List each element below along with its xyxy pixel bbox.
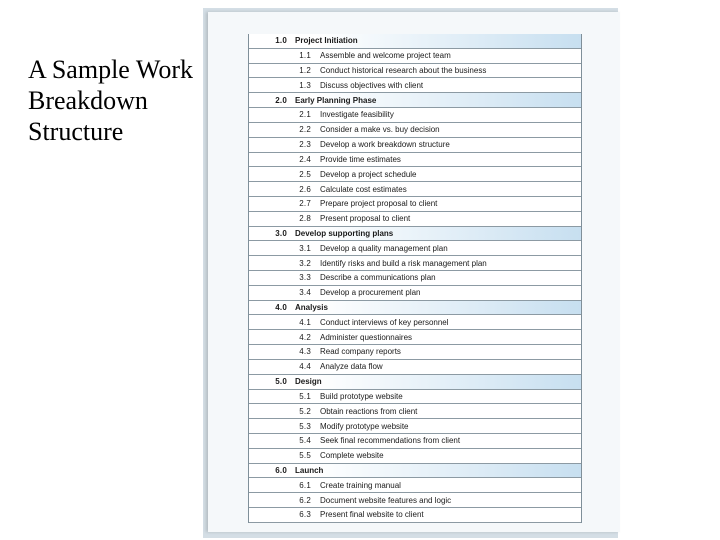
wbs-task-row bbox=[249, 138, 581, 153]
wbs-label: Launch bbox=[295, 465, 324, 475]
wbs-number: 2.8 bbox=[299, 214, 311, 224]
wbs-number: 1.3 bbox=[299, 80, 311, 90]
wbs-phase-row bbox=[249, 301, 581, 316]
wbs-label: Early Planning Phase bbox=[295, 95, 377, 105]
wbs-task-row bbox=[249, 271, 581, 286]
wbs-label: Design bbox=[295, 377, 322, 387]
wbs-number: 2.0 bbox=[275, 95, 287, 105]
wbs-number: 4.4 bbox=[299, 362, 311, 372]
wbs-label: Present final website to client bbox=[320, 510, 424, 520]
wbs-number: 6.2 bbox=[299, 495, 311, 505]
wbs-task-row bbox=[249, 182, 581, 197]
wbs-task-row bbox=[249, 167, 581, 182]
wbs-task-row bbox=[249, 241, 581, 256]
wbs-number: 6.1 bbox=[299, 480, 311, 490]
wbs-number: 6.0 bbox=[275, 465, 287, 475]
wbs-task-row bbox=[249, 256, 581, 271]
wbs-number: 3.0 bbox=[275, 228, 287, 238]
wbs-task-row bbox=[249, 434, 581, 449]
wbs-number: 5.3 bbox=[299, 421, 311, 431]
wbs-task-row bbox=[249, 330, 581, 345]
wbs-label: Conduct historical research about the business bbox=[320, 66, 487, 76]
wbs-label: Identify risks and build a risk management plan bbox=[320, 258, 487, 268]
wbs-label: Calculate cost estimates bbox=[320, 184, 407, 194]
wbs-number: 3.2 bbox=[299, 258, 311, 268]
wbs-label: Build prototype website bbox=[320, 391, 403, 401]
wbs-task-row bbox=[249, 49, 581, 64]
wbs-task-row bbox=[249, 404, 581, 419]
wbs-task-row bbox=[249, 108, 581, 123]
wbs-label: Present proposal to client bbox=[320, 214, 411, 224]
wbs-label: Document website features and logic bbox=[320, 495, 452, 505]
wbs-label: Conduct interviews of key personnel bbox=[320, 317, 449, 327]
wbs-number: 5.1 bbox=[299, 391, 311, 401]
wbs-number: 5.4 bbox=[299, 436, 311, 446]
wbs-label: Seek final recommendations from client bbox=[320, 436, 461, 446]
wbs-label: Obtain reactions from client bbox=[320, 406, 418, 416]
wbs-task-row bbox=[249, 286, 581, 301]
wbs-phase-row bbox=[249, 464, 581, 479]
wbs-label: Assemble and welcome project team bbox=[320, 51, 451, 61]
wbs-number: 4.1 bbox=[299, 317, 311, 327]
wbs-number: 5.0 bbox=[275, 377, 287, 387]
wbs-task-row bbox=[249, 78, 581, 93]
wbs-label: Investigate feasibility bbox=[320, 110, 394, 120]
wbs-number: 2.4 bbox=[299, 154, 311, 164]
slide-title: A Sample Work Breakdown Structure bbox=[28, 55, 193, 146]
wbs-task-row bbox=[249, 197, 581, 212]
wbs-label: Prepare project proposal to client bbox=[320, 199, 438, 209]
wbs-label: Project Initiation bbox=[295, 36, 358, 46]
wbs-task-row bbox=[249, 508, 581, 523]
wbs-task-row bbox=[249, 64, 581, 79]
wbs-label: Analysis bbox=[295, 303, 328, 313]
wbs-phase-row bbox=[249, 34, 581, 49]
wbs-number: 6.3 bbox=[299, 510, 311, 520]
wbs-number: 3.1 bbox=[299, 243, 311, 253]
wbs-label: Develop a procurement plan bbox=[320, 288, 421, 298]
wbs-label: Discuss objectives with client bbox=[320, 80, 424, 90]
wbs-phase-row bbox=[249, 93, 581, 108]
wbs-label: Describe a communications plan bbox=[320, 273, 436, 283]
wbs-label: Analyze data flow bbox=[320, 362, 383, 372]
wbs-number: 2.3 bbox=[299, 140, 311, 150]
wbs-number: 2.5 bbox=[299, 169, 311, 179]
wbs-number: 3.4 bbox=[299, 288, 311, 298]
wbs-task-row bbox=[249, 449, 581, 464]
wbs-task-row bbox=[249, 493, 581, 508]
wbs-number: 4.0 bbox=[275, 303, 287, 313]
wbs-number: 5.2 bbox=[299, 406, 311, 416]
wbs-number: 5.5 bbox=[299, 451, 311, 461]
wbs-number: 1.1 bbox=[299, 51, 311, 61]
wbs-task-row bbox=[249, 345, 581, 360]
wbs-phase-row bbox=[249, 375, 581, 390]
wbs-task-row bbox=[249, 419, 581, 434]
wbs-number: 3.3 bbox=[299, 273, 311, 283]
wbs-label: Consider a make vs. buy decision bbox=[320, 125, 440, 135]
wbs-number: 2.1 bbox=[299, 110, 311, 120]
wbs-table bbox=[248, 34, 582, 523]
wbs-label: Modify prototype website bbox=[320, 421, 409, 431]
wbs-label: Develop a quality management plan bbox=[320, 243, 448, 253]
wbs-phase-row bbox=[249, 227, 581, 242]
wbs-task-row bbox=[249, 315, 581, 330]
wbs-label: Provide time estimates bbox=[320, 154, 401, 164]
wbs-number: 4.2 bbox=[299, 332, 311, 342]
wbs-label: Read company reports bbox=[320, 347, 401, 357]
wbs-task-row bbox=[249, 390, 581, 405]
wbs-number: 2.6 bbox=[299, 184, 311, 194]
wbs-task-row bbox=[249, 360, 581, 375]
wbs-task-row bbox=[249, 123, 581, 138]
wbs-number: 2.2 bbox=[299, 125, 311, 135]
wbs-label: Administer questionnaires bbox=[320, 332, 413, 342]
wbs-label: Develop a project schedule bbox=[320, 169, 417, 179]
wbs-label: Create training manual bbox=[320, 480, 401, 490]
wbs-label: Develop a work breakdown structure bbox=[320, 140, 450, 150]
wbs-task-row bbox=[249, 153, 581, 168]
wbs-number: 1.2 bbox=[299, 66, 311, 76]
wbs-number: 2.7 bbox=[299, 199, 311, 209]
wbs-label: Complete website bbox=[320, 451, 384, 461]
wbs-number: 4.3 bbox=[299, 347, 311, 357]
wbs-number: 1.0 bbox=[275, 36, 287, 46]
wbs-task-row bbox=[249, 478, 581, 493]
wbs-label: Develop supporting plans bbox=[295, 228, 394, 238]
wbs-task-row bbox=[249, 212, 581, 227]
